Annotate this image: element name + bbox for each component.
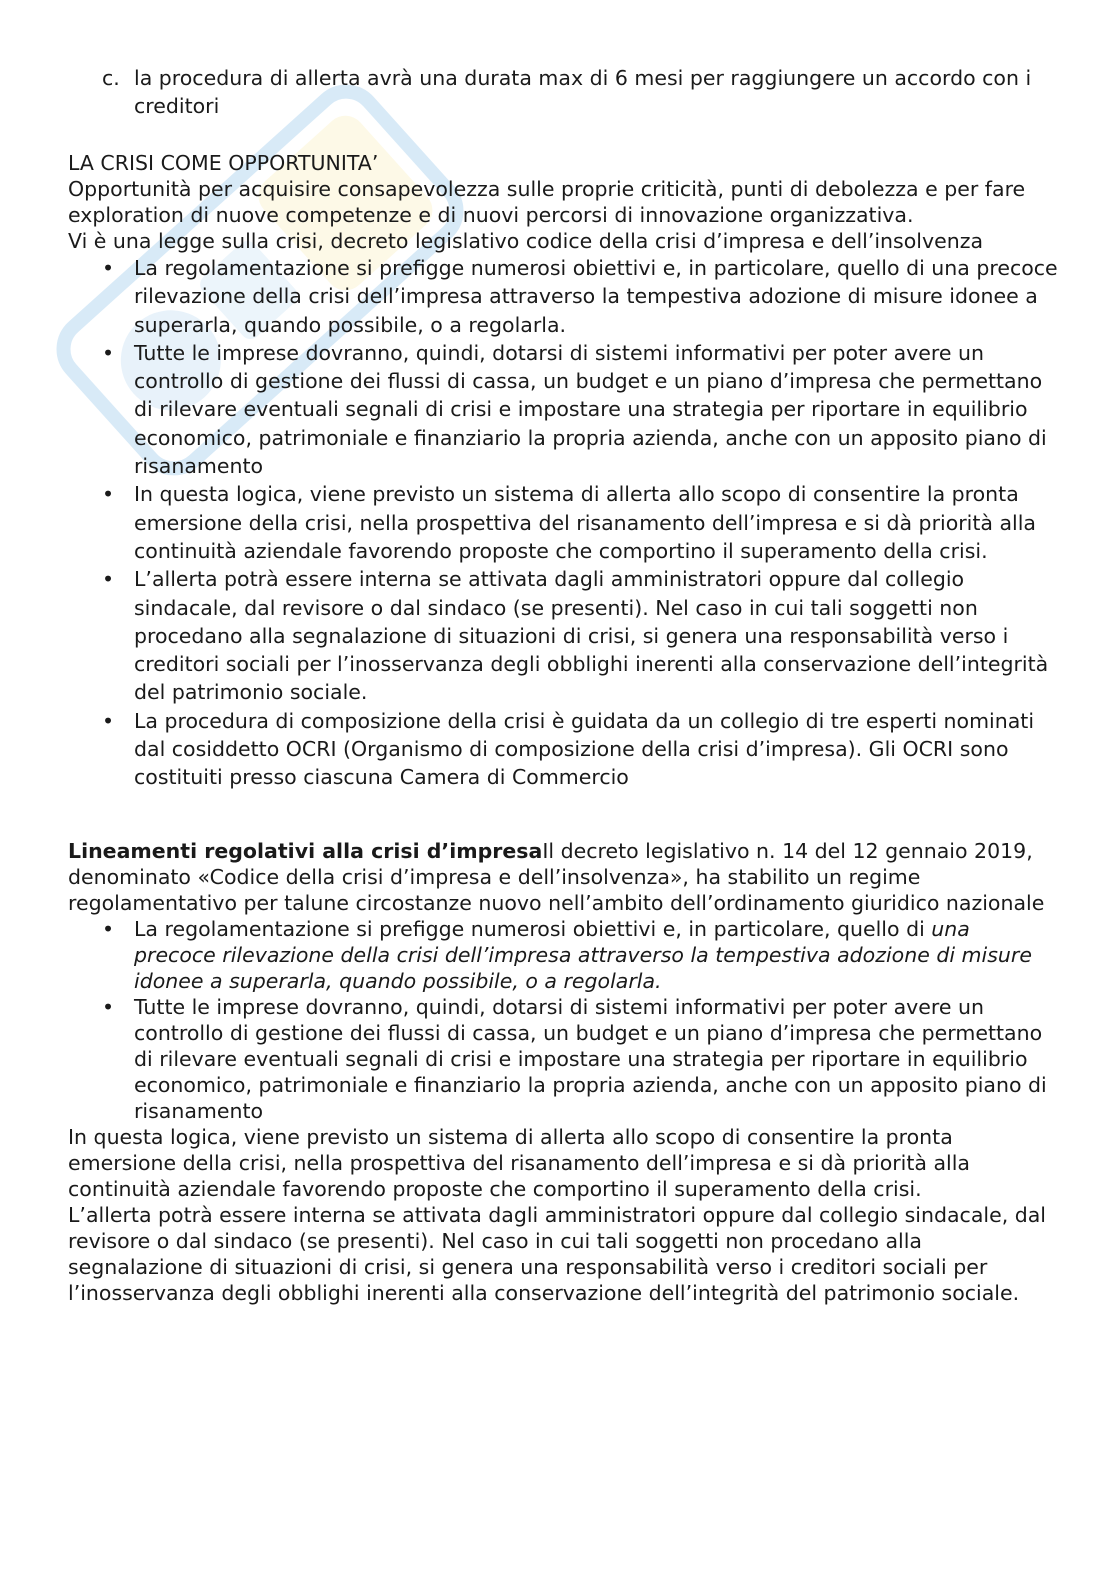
bullet-text: La regolamentazione si prefigge numerosi obiettivi e, in particolare, quello di [134,916,932,941]
bullet-text: La regolamentazione si prefigge numerosi obiettivi e, in particolare, quello di una precoce rilevazione della crisi dell’impresa attraverso la tempestiva adozione di misure idonee a superarla, quando possibile, o a regolarla. [134,256,1058,337]
list-item [68,480,1058,565]
section-heading-crisi: LA CRISI COME OPPORTUNITA’ [68,151,379,175]
list-marker: c. [102,66,120,90]
list-item [68,254,1058,339]
paragraph-logica: In questa logica, viene previsto un sistema di allerta allo scopo di consentire la pronta emersione della crisi, nella prospettiva del risanamento dell’impresa e si dà priorità alla continuità aziendale favorendo proposte che comportino il superamento della crisi. [68,1124,970,1201]
list-item-text: la procedura di allerta avrà una durata max di 6 mesi per raggiungere un accordo con i creditori [134,66,1032,118]
bullet-icon: • [102,916,115,941]
bullet-text: La procedura di composizione della crisi è guidata da un collegio di tre esperti nominati dal cosiddetto OCRI (Organismo di composizione della crisi d’impresa). Gli OCRI sono costituiti presso ciascuna Camera di Commercio [134,708,1035,790]
bullet-icon: • [102,708,115,733]
bullet-icon: • [102,340,115,365]
list-item [68,916,1058,994]
bullet-list-crisi [68,254,1058,792]
bullet-icon: • [102,994,115,1019]
bullet-icon: • [102,567,115,592]
bullet-text: Tutte le imprese dovranno, quindi, dotarsi di sistemi informativi per poter avere un controllo di gestione dei flussi di cassa, un budget e un piano d’impresa che permettano di rilevare eventuali segnali di crisi e impostare una strategia per riportare in equilibrio economico, patrimoniale e finanziario la propria azienda, anche con un apposito piano di risanamento [134,340,1047,479]
bullet-list-lineamenti [68,916,1058,1124]
list-item [68,994,1058,1124]
paragraph-opportunita: Opportunità per acquisire consapevolezza sulle proprie criticità, punti di debolezza e per fare exploration di nuove competenze e di nuovi percorsi di innovazione organizzativa. [68,177,1026,227]
bullet-text: Tutte le imprese dovranno, quindi, dotarsi di sistemi informativi per poter avere un controllo di gestione dei flussi di cassa, un budget e un piano d’impresa che permettano di rilevare eventuali segnali di crisi e impostare una strategia per riportare in equilibrio economico, patrimoniale e finanziario la propria azienda, anche con un apposito piano di risanamento [134,994,1047,1123]
list-item [68,707,1058,792]
list-item [68,339,1058,480]
document-page [68,64,1058,1306]
bullet-text-italic: una precoce rilevazione della crisi dell’impresa attraverso la tempestiva adozione di misure idonee a superarla, quando possibile, o a regolarla. [134,916,1032,993]
bullet-icon: • [102,256,115,280]
paragraph-legge: Vi è una legge sulla crisi, decreto legislativo codice della crisi d’impresa e dell’insolvenza [68,229,984,253]
intro-text: Il decreto legislativo n. 14 del 12 gennaio 2019, denominato «Codice della crisi d’impresa e dell’insolvenza», ha stabilito un regime regolamentativo per talune circostanze nuovo nell’ambito dell’ordinamento giuridico nazionale [68,838,1045,915]
list-item-c [68,64,1058,120]
section-heading-lineamenti: Lineamenti regolativi alla crisi d’impresa [68,838,543,863]
paragraph-allerta: L’allerta potrà essere interna se attivata dagli amministratori oppure dal collegio sindacale, dal revisore o dal sindaco (se presenti). Nel caso in cui tali soggetti non procedano alla segnalazione di situazioni di crisi, si genera una responsabilità verso i creditori sociali per l’inosservanza degli obblighi inerenti alla conservazione dell’integrità del patrimonio sociale. [68,1202,1047,1305]
bullet-text: In questa logica, viene previsto un sistema di allerta allo scopo di consentire la pronta emersione della crisi, nella prospettiva del risanamento dell’impresa e si dà priorità alla continuità aziendale favorendo proposte che comportino il superamento della crisi. [134,482,1036,563]
paragraph-lineamenti-intro [68,838,1058,916]
lettered-list [68,64,1058,120]
bullet-icon: • [102,482,115,507]
bullet-text: L’allerta potrà essere interna se attivata dagli amministratori oppure dal collegio sindacale, dal revisore o dal sindaco (se presenti). Nel caso in cui tali soggetti non procedano alla segnalazione di situazioni di crisi, si genera una responsabilità verso i creditori sociali per l’inosservanza degli obblighi inerenti alla conservazione dell’integrità del patrimonio sociale. [134,567,1049,705]
section-lineamenti [68,838,1058,1306]
list-item [68,565,1058,706]
